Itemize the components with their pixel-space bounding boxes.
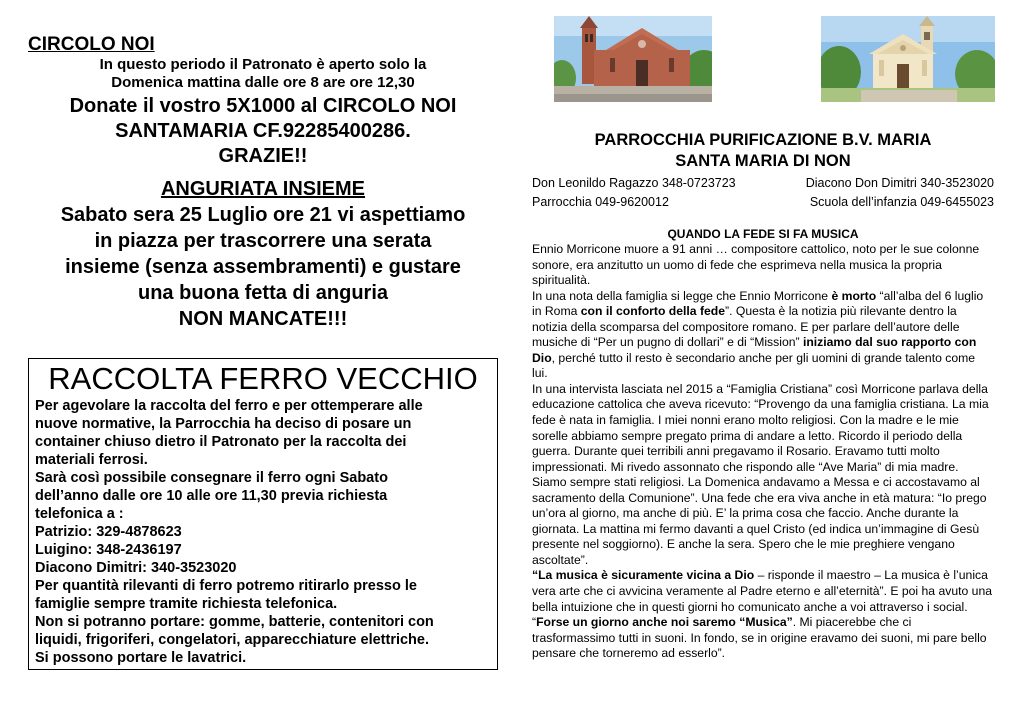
ferro-contact-luigino: Luigino: 348-2436197 (35, 542, 182, 558)
ferro-contact-dimitri: Diacono Dimitri: 340-3523020 (35, 560, 237, 576)
ferro-line: telefonica a : (35, 506, 124, 522)
text-run: – risponde il maestro – La musica è l’unica vera arte che ci avvicina veramente al Padre eterno e all’eternità”. E poi ha avuto una bella intuizione che in questi giorni ho comunicato anche a voi attraverso i social. “ (532, 568, 993, 630)
ferro-line: Per quantità rilevanti di ferro potremo ritirarlo presso le (35, 578, 417, 594)
contact-parrocchia: Parrocchia 049-9620012 (532, 195, 669, 209)
anguriata-line: Sabato sera 25 Luglio ore 21 vi aspettiamo (60, 204, 466, 226)
text-run: “all’alba del 6 luglio in Roma (532, 288, 984, 319)
circolo-opening-hours (28, 56, 498, 92)
article-paragraph-3: In una intervista lasciata nel 2015 a “Famiglia Cristiana” così Morricone parlava della educazione cattolica che aveva ricevuto: “Provengo da una famiglia cristiana. La mia fede è nata in famiglia. I miei nonni erano molto religiosi. Con la madre e le mie sorelle abbiamo sempre pregato prima di andare a letto. Ricordo il periodo della guerra. Durante quei terribili anni pregavamo il Rosario. Eravamo tutti molto impressionati. Mi rivedo assonnato che rispondo alle “Ave Maria” di mia madre. Siamo sempre stati religiosi. La Domenica andavamo a Messa e ci accostavamo al sacramento della Comunione”. Una fede che era viva anche in età matura: “Io prego un’ora al giorno, ma anche di più. E’ la prima cosa che faccio. Anche durante la giornata. La mattina mi fermo davanti a quel Cristo (ed indica un’immagine di Gesù presente nel soggiorno). E anche la sera. Spero che le mie preghiere vengano ascoltate”. (532, 381, 989, 567)
bold-run: con il conforto della fede (580, 304, 726, 319)
ferro-line: dell’anno dalle ore 10 alle ore 11,30 previa richiesta (35, 488, 388, 504)
bold-run: iniziamo dal suo rapporto con Dio (532, 335, 977, 365)
contact-parroco: Don Leonildo Ragazzo 348-0723723 (532, 176, 736, 190)
ferro-line: nuove normative, la Parrocchia ha deciso di posare un (35, 416, 412, 432)
raccolta-ferro-text (35, 397, 491, 667)
circolo-line: Domenica mattina dalle ore 8 are ore 12,30 (111, 74, 415, 91)
article-paragraph-2 (532, 289, 994, 382)
contact-diacono: Diacono Don Dimitri 340-3523020 (805, 176, 994, 190)
ferro-line: Non si potranno portare: gomme, batterie, contenitori con (35, 614, 434, 630)
article-title: QUANDO LA FEDE SI FA MUSICA (667, 227, 859, 241)
ferro-line: container chiuso dietro il Patronato per la raccolta dei (35, 434, 407, 450)
ferro-contact-patrizio: Patrizio: 329-4878623 (35, 524, 182, 540)
ferro-line: Sarà così possibile consegnare il ferro ogni Sabato (35, 470, 388, 486)
contact-row (532, 174, 994, 193)
left-column (28, 34, 498, 332)
anguriata-body (28, 202, 498, 332)
text-run: In una nota della famiglia si legge che Ennio Morricone (532, 288, 832, 303)
circolo-line: In questo periodo il Patronato è aperto solo la (99, 56, 427, 73)
text-run: ”. Questa è la notizia più rilevante dentro la notizia della scomparsa del compositore romano. E per parlare dell’autore delle musiche di “Per un pugno di dollari” e di “Mission” (532, 304, 960, 350)
article-body (532, 242, 994, 662)
ferro-line: Si possono portare le lavatrici. (35, 650, 247, 666)
text-run: . Mi piacerebbe che ci trasformassimo tutti in suoni. In fondo, se in origine eravamo dei suoni, mi pare bello pensare che torneremo ad esserlo”. (532, 615, 987, 661)
anguriata-title: ANGURIATA INSIEME (160, 178, 366, 200)
anguriata-line: una buona fetta di anguria (137, 282, 388, 304)
article-paragraph-1: Ennio Morricone muore a 91 anni … compositore cattolico, noto per le sue colonne sonore, era anzitutto un uomo di fede che esprimeva nella musica la propria spiritualità. (532, 242, 980, 288)
ferro-line: materiali ferrosi. (35, 452, 148, 468)
ferro-line: famiglie sempre tramite richiesta telefonica. (35, 596, 338, 612)
parish-name-line2: SANTA MARIA DI NON (675, 152, 851, 170)
right-column (532, 14, 994, 662)
anguriata-line: in piazza per trascorrere una serata (94, 230, 432, 252)
anguriata-line: NON MANCATE!!! (178, 308, 348, 330)
donate-line: SANTAMARIA CF.92285400286. (115, 120, 411, 142)
donate-5x1000 (28, 94, 498, 169)
brick-church-illustration (554, 16, 712, 102)
contact-row (532, 193, 994, 212)
donate-line: Donate il vostro 5X1000 al CIRCOLO NOI (69, 95, 457, 117)
circolo-noi-title: CIRCOLO NOI (28, 34, 155, 55)
raccolta-ferro-box (28, 358, 498, 670)
donate-line: GRAZIE!! (218, 145, 308, 167)
bold-run: “La musica è sicuramente vicina a Dio (532, 568, 755, 583)
text-run: , perché tutto il resto è secondario anche per gli uomini di grande talento come lui. (532, 350, 976, 381)
bold-run: Forse un giorno anche noi saremo “Musica” (536, 615, 793, 630)
church-photos (532, 14, 994, 106)
church-photo-facade (821, 16, 995, 102)
raccolta-ferro-title: RACCOLTA FERRO VECCHIO (48, 361, 478, 396)
facade-church-illustration (821, 16, 995, 102)
parish-name-line1: PARROCCHIA PURIFICAZIONE B.V. MARIA (594, 131, 932, 149)
ferro-line: Per agevolare la raccolta del ferro e per ottemperare alle (35, 398, 423, 414)
contact-scuola: Scuola dell’infanzia 049-6455023 (809, 195, 994, 209)
parish-name (532, 130, 994, 172)
ferro-line: liquidi, frigoriferi, congelatori, apparecchiature elettriche. (35, 632, 430, 648)
article-paragraph-4 (532, 568, 994, 661)
bold-run: è morto (831, 288, 877, 303)
anguriata-line: insieme (senza assembramenti) e gustare (65, 256, 461, 278)
church-photo-brick (554, 16, 712, 102)
parish-contacts (532, 174, 994, 212)
